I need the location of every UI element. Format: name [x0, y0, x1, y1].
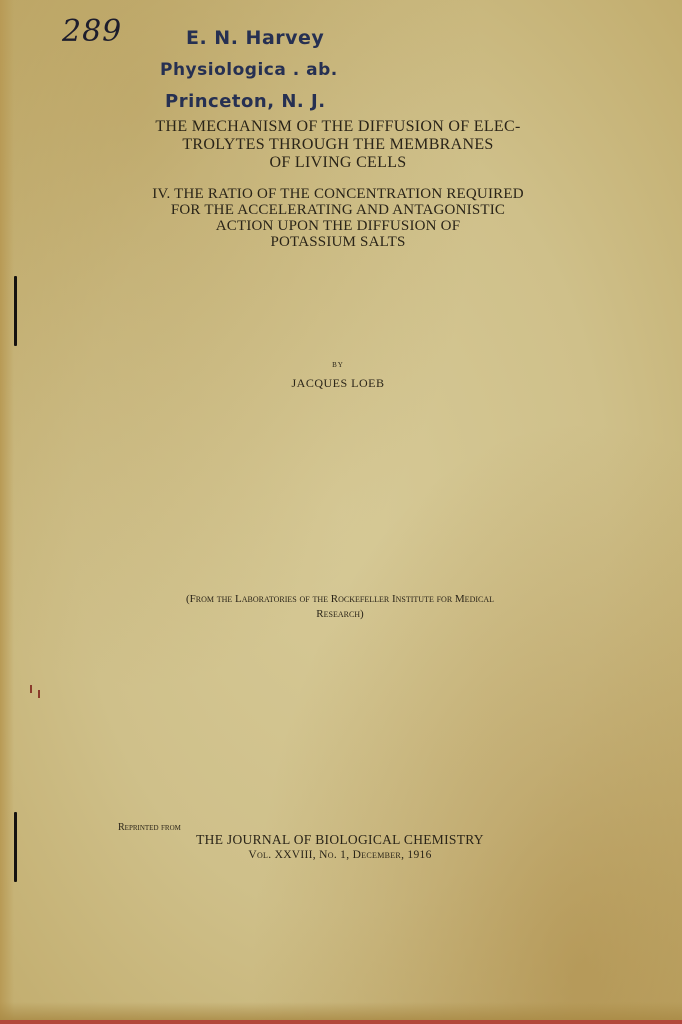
title-line: THE MECHANISM OF THE DIFFUSION OF ELEC- — [155, 118, 521, 135]
ink-fleck — [38, 690, 40, 698]
reprint-label: Reprinted from — [118, 822, 181, 833]
subtitle-line: FOR THE ACCELERATING AND ANTAGONISTIC — [170, 202, 506, 218]
page-edge-red — [0, 1020, 682, 1024]
title-line: TROLYTES THROUGH THE MEMBRANES — [182, 136, 494, 153]
stamp-lab: Physiologica . ab. — [160, 60, 338, 80]
ink-fleck — [30, 685, 32, 693]
by-label: BY — [332, 361, 344, 369]
affiliation-line: (From the Laboratories of the Rockefeller Institute for Medical — [185, 593, 495, 605]
stamp-name: E. N. Harvey — [186, 27, 325, 49]
subtitle-line: IV. THE RATIO OF THE CONCENTRATION REQUIRED — [152, 186, 524, 202]
journal-volume: Vol. XXVIII, No. 1, December, 1916 — [248, 849, 432, 861]
stamp-location: Princeton, N. J. — [165, 91, 326, 112]
handwritten-number: 289 — [62, 14, 123, 49]
journal-name: THE JOURNAL OF BIOLOGICAL CHEMISTRY — [196, 832, 484, 847]
document-title — [100, 118, 576, 172]
affiliation-line: Research) — [316, 608, 364, 620]
subtitle-line: ACTION UPON THE DIFFUSION OF — [215, 218, 461, 234]
title-line: OF LIVING CELLS — [269, 154, 407, 171]
document-subtitle — [100, 186, 576, 250]
staple-top — [14, 276, 17, 346]
staple-bottom — [14, 812, 17, 882]
affiliation — [110, 592, 570, 622]
subtitle-line: POTASSIUM SALTS — [270, 234, 406, 250]
page-edge-left — [0, 0, 14, 1024]
author-name: JACQUES LOEB — [291, 376, 385, 390]
